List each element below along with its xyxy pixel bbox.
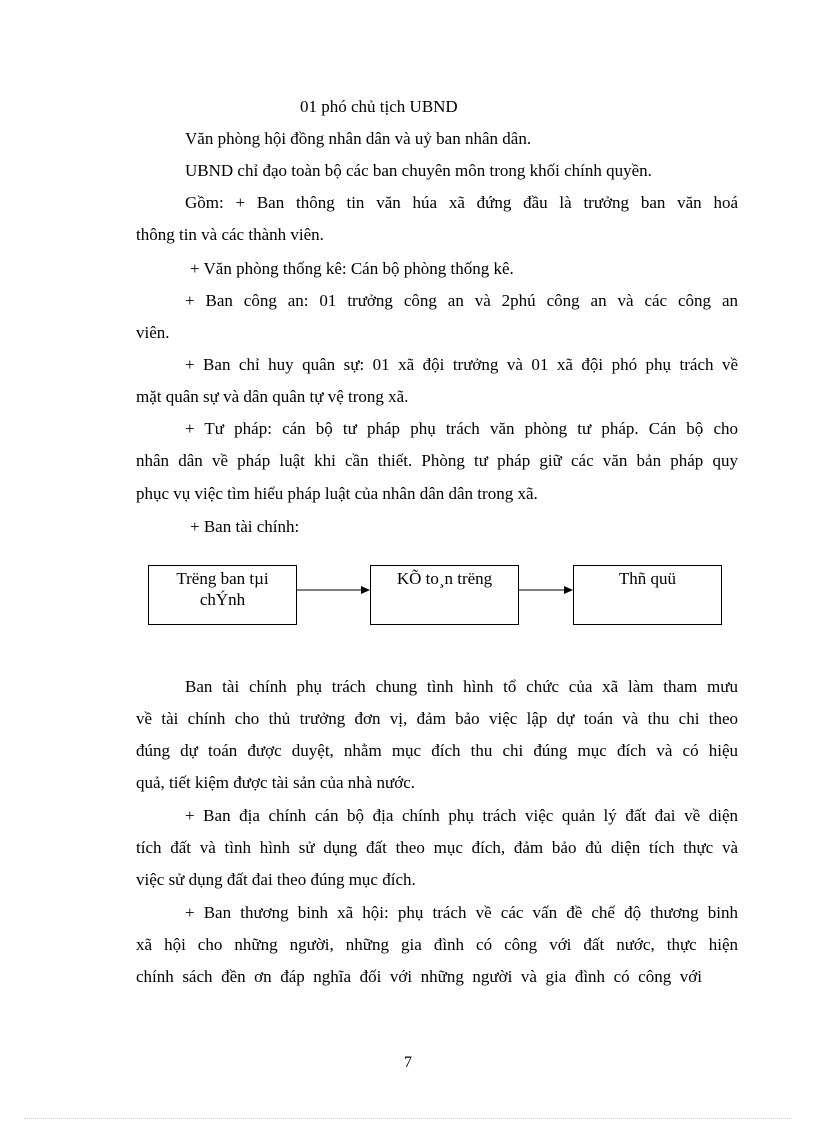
text-line: + Tư pháp: cán bộ tư pháp phụ trách văn phòng tư pháp. Cán bộ cho <box>185 419 738 438</box>
box-label: Thñ quü <box>618 569 677 588</box>
text-line: tích đất và tình hình sử dụng đất theo mục đích, đảm bảo đủ diện tích thực và <box>136 838 738 857</box>
arrowhead <box>361 586 370 594</box>
text-line: Gồm: + Ban thông tin văn húa xã đứng đầu là trưởng ban văn hoá <box>185 193 738 212</box>
text-line: quả, tiết kiệm được tài sản của nhà nước. <box>136 773 416 792</box>
text-line: xã hội cho những người, những gia đình có công với đất nước, thực hiện <box>136 935 738 954</box>
page-divider <box>24 1118 792 1119</box>
text-line: Văn phòng hội đồng nhân dân và uỷ ban nhân dân. <box>185 129 532 148</box>
text-line: UBND chỉ đạo toàn bộ các ban chuyên môn trong khối chính quyền. <box>185 161 652 180</box>
text-line: Ban tài chính phụ trách chung tình hình tổ chức của xã làm tham mưu <box>185 677 738 696</box>
text-line: + Ban tài chính: <box>190 517 300 536</box>
text-line: 01 phó chủ tịch UBND <box>300 97 458 116</box>
text-line: + Ban công an: 01 trưởng công an và 2phú công an và các công an <box>185 291 738 310</box>
text-line: thông tin và các thành viên. <box>136 225 324 244</box>
text-line: về tài chính cho thủ trưởng đơn vị, đảm bảo việc lập dự toán và thu chi theo <box>136 709 738 728</box>
page-number: 7 <box>404 1054 412 1071</box>
text-line: + Ban thương binh xã hội: phụ trách về các vấn đề chế độ thương binh <box>185 903 738 922</box>
text-line: + Ban địa chính cán bộ địa chính phụ trách việc quản lý đất đai về diện <box>185 806 738 825</box>
text-line: đúng dự toán được duyệt, nhằm mục đích thu chi đúng mục đích và có hiệu <box>136 741 738 760</box>
text-line: viên. <box>136 323 170 342</box>
text-line: + Ban chỉ huy quân sự: 01 xã đội trưởng và 01 xã đội phó phụ trách về <box>185 355 738 374</box>
box-label: chÝnh <box>199 590 246 609</box>
box-label: Trëng ban tµi <box>176 569 269 588</box>
box-label: KÕ to¸n trëng <box>396 569 493 588</box>
text-line: nhân dân về pháp luật khi cần thiết. Phòng tư pháp giữ các văn bản pháp quy <box>136 451 738 470</box>
text-line: mặt quân sự và dân quân tự vệ trong xã. <box>136 387 409 406</box>
text-line: phục vụ việc tìm hiểu pháp luật của nhân dân dân trong xã. <box>136 484 538 503</box>
text-line: + Văn phòng thống kê: Cán bộ phòng thống kê. <box>190 259 514 278</box>
text-line: việc sử dụng đất đai theo đúng mục đích. <box>136 870 416 889</box>
text-line: chính sách đền ơn đáp nghĩa đối với những người và gia đình có công với <box>136 967 702 986</box>
arrowhead <box>564 586 573 594</box>
